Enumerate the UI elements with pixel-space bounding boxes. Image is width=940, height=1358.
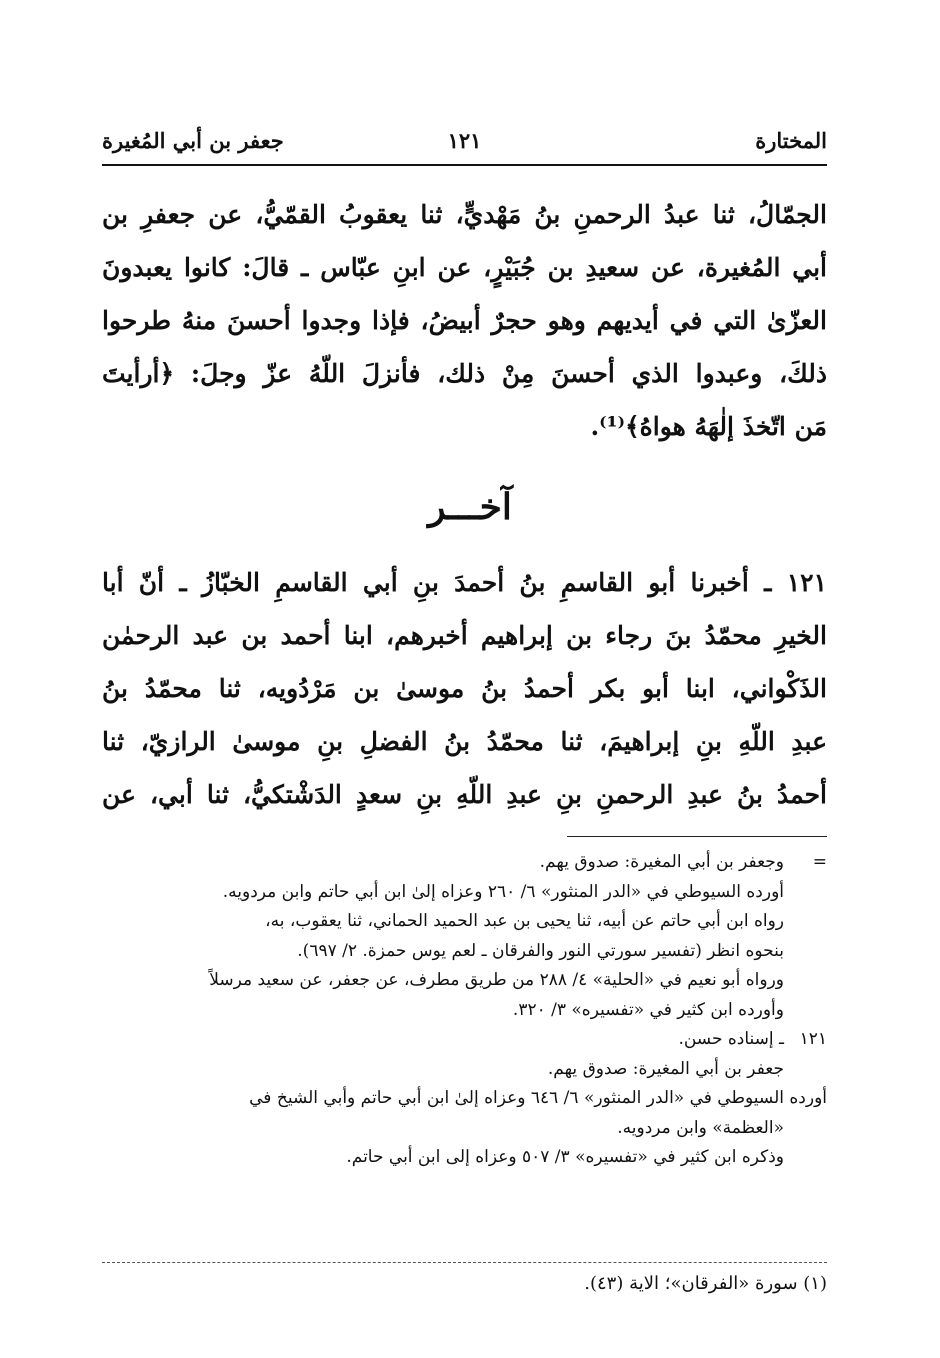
note-line [102, 1025, 827, 1055]
text-line: الذَكْواني، ابنا أبو بكر أحمدُ بنُ موسىٰ بن مَرْدُويه، ثنا محمّدُ بنُ [102, 674, 827, 703]
text-line: ١٢١ ـ أخبرنا أبو القاسمِ بنُ أحمدَ بنِ أبي القاسمِ الخبّازُ ـ أنّ أبا [102, 568, 827, 597]
note-text: رواه ابن أبي حاتم عن أبيه، ثنا يحيى بن عبد الحميد الحماني، ثنا يعقوب، به، [265, 911, 784, 931]
note-text: وأورده ابن كثير في «تفسيره» ٣/ ٣٢٠. [512, 999, 784, 1020]
note-line [102, 1114, 827, 1144]
note-text: ورواه أبو نعيم في «الحلية» ٤/ ٢٨٨ من طريق مطرف، عن جعفر، عن سعيد مرسلاً [209, 970, 784, 990]
running-header [102, 128, 827, 162]
note-line [102, 1143, 827, 1173]
note-text: جعفر بن أبي المغيرة: صدوق يهم. [547, 1058, 784, 1079]
note-line [102, 996, 827, 1026]
note-line [102, 937, 827, 967]
text-line: ذلكَ، وعبدوا الذي أحسنَ مِنْ ذلك، فأنزلَ اللّهُ عزّ وجلَ: ﴿أرأيتَ [102, 359, 827, 388]
note-marker: = [812, 852, 827, 872]
footnote: (١) سورة «الفرقان»؛ الاية (٤٣). [584, 1273, 827, 1294]
section-title: آخـــر [428, 486, 512, 528]
note-line [102, 1055, 827, 1085]
text-line: عبدِ اللّهِ بنِ إبراهيمَ، ثنا محمّدُ بنُ الفضلِ بنِ موسىٰ الرازيّ، ثنا [102, 727, 827, 756]
note-text: ـ إسناده حسن. [678, 1029, 784, 1049]
main-paragraph-1 [102, 188, 827, 453]
text-line: الخيرِ محمّدُ بنَ رجاء بن إبراهيم أخبرهم، ابنا أحمد بن عبد الرحمٰن [102, 621, 827, 650]
text-line: العزّىٰ التي في أيديهم وهو حجرٌ أبيضُ، فإذا وجدوا أحسنَ منهُ طرحوا [102, 306, 827, 335]
note-text: أورده السيوطي في «الدر المنثور» ٦/ ٢٦٠ وعزاه إلىٰ ابن أبي حاتم وابن مردويه. [222, 881, 784, 902]
notes-separator [567, 836, 827, 837]
text-line: أبي المُغيرة، عن سعيدِ بن جُبَيْرٍ، عن ابنِ عبّاس ـ قالَ: كانوا يعبدونَ [102, 253, 827, 282]
note-text: «العظمة» وابن مردويه. [617, 1117, 784, 1138]
note-text: وذكره ابن كثير في «تفسيره» ٣/ ٥٠٧ وعزاه إلى ابن أبي حاتم. [346, 1147, 784, 1167]
header-book-title: المختارة [755, 128, 827, 153]
commentary-notes [102, 848, 827, 1173]
note-text: بنحوه انظر (تفسير سورتي النور والفرقان ـ لعم يوس حمزة. ٢/ ٦٩٧). [297, 940, 784, 961]
header-rule [102, 164, 827, 166]
note-text: وجعفر بن أبي المغيرة: صدوق يهم. [539, 852, 784, 872]
note-line [102, 1084, 827, 1114]
header-chapter-title: جعفر بن أبي المُغيرة [102, 128, 284, 153]
text-line: أحمدُ بنُ عبدِ الرحمنِ بنِ عبدِ اللّهِ بنِ سعدٍ الدَشْتكيُّ، ثنا أبي، عن [102, 780, 827, 809]
note-line [102, 848, 827, 878]
footnote-separator [102, 1262, 827, 1263]
page-number: ١٢١ [447, 128, 482, 153]
note-line [102, 966, 827, 996]
text-line: الجمّالُ، ثنا عبدُ الرحمنِ بنُ مَهْديٍّ، ثنا يعقوبُ القمّيُّ، عن جعفرِ بن [102, 200, 827, 229]
main-paragraph-2 [102, 556, 827, 821]
note-text: أورده السيوطي في «الدر المنثور» ٦/ ٦٤٦ وعزاه إلىٰ ابن أبي حاتم وأبي الشيخ في [249, 1088, 827, 1108]
note-line [102, 878, 827, 908]
text-line: مَن اتّخذَ إلٰهَهُ هواهُ﴾⁽¹⁾. [590, 412, 827, 441]
note-line [102, 907, 827, 937]
note-marker: ١٢١ [799, 1029, 827, 1049]
